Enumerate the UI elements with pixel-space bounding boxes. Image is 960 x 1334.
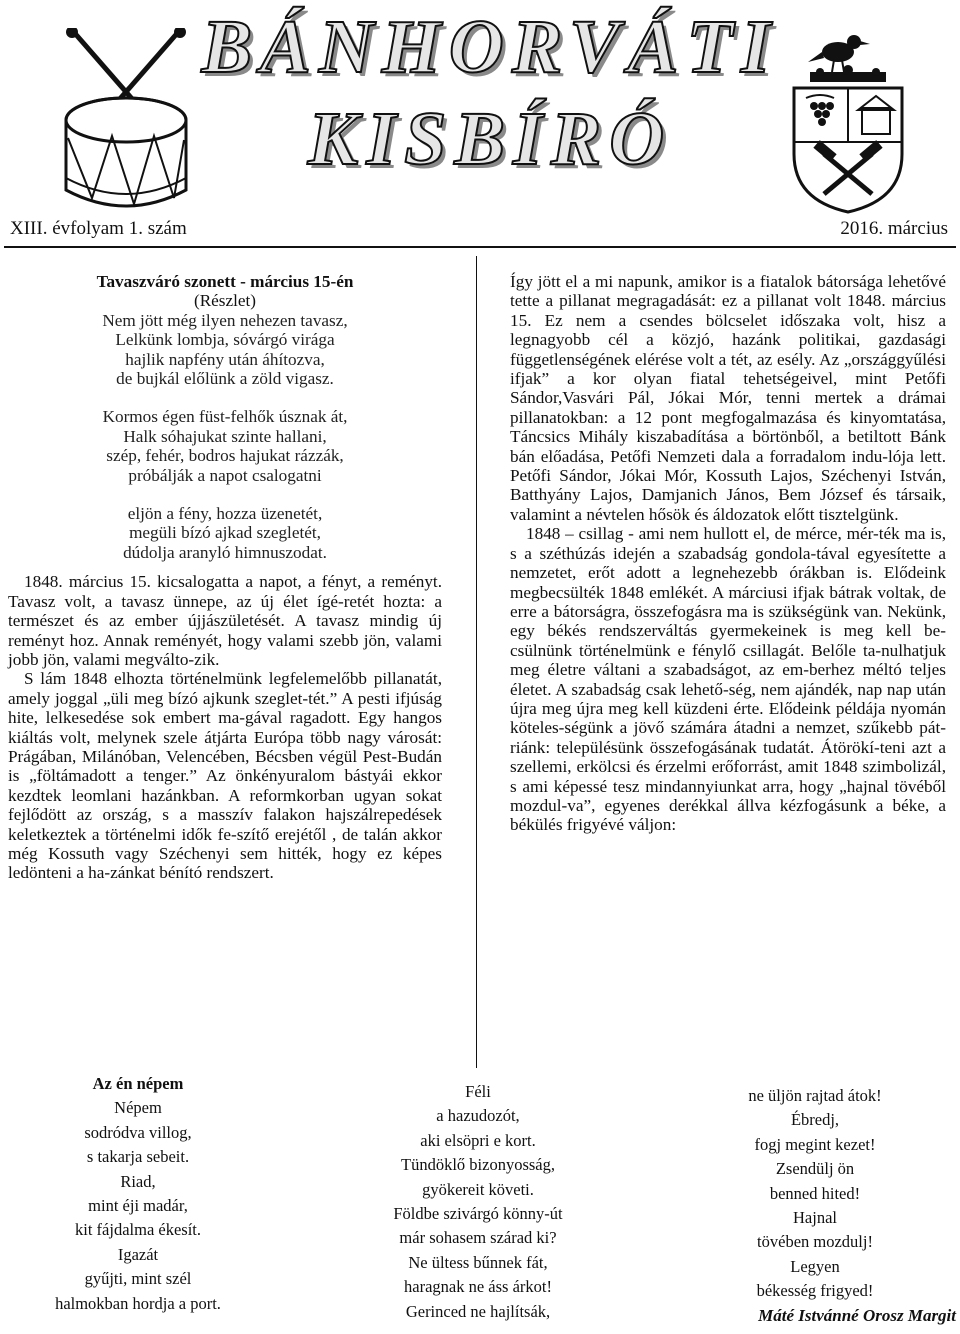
masthead bbox=[0, 0, 960, 248]
masthead-rule bbox=[4, 246, 956, 248]
volume-number: XIII. évfolyam 1. szám bbox=[10, 218, 187, 239]
poem-stanza-3 bbox=[8, 504, 442, 562]
poem-line: haragnak ne áss árkot! bbox=[404, 1277, 552, 1297]
poem-line: s takarja sebeit. bbox=[86, 1147, 190, 1167]
poem-line: sodródva villog, bbox=[84, 1122, 192, 1142]
poem-line: Zsendülj ön bbox=[775, 1159, 855, 1179]
poem-line: békesség frigyed! bbox=[756, 1281, 874, 1301]
poem-line: halmokban hordja a port. bbox=[55, 1293, 221, 1313]
poem-line: mint éji madár, bbox=[88, 1196, 188, 1216]
article-paragraph: Így jött el a mi napunk, amikor is a fiatalok bátorsága lehetővé tette a pillanat megragadását: ez a pillanat volt 1848. március 15. Ez nem a csendes bölcselet időszaka volt, hisz a legnagyobb cél a közjó, hazánk politikai, gazdasági függetlenségének elérése volt a tét, az esély. Az „országgyűlési ifjak” a kor olyan fiatal tehetségeivel, mint Petőfi Sándor,Vasvári Pál, Jókai Mór, tenni mertek a drámai pillanatokban: a 12 pont megfogalmazása és kinyomtatása, Táncsics Mihály kiszabadítása a börtönből, a betiltott Bánk bán előadása, Petőfi Nemzeti dala a forradalom indu-lója lett. Petőfi Sándor, Jókai Mór, Kossuth Lajos, Széchenyi István, Batthyány Lajos, Damjanich János, Bem József és társaik, valamint a névtelen hősök és áldozatok előtt tisztelgünk. bbox=[510, 272, 946, 524]
poem-stanza-2 bbox=[8, 407, 442, 485]
poem-line: Riad, bbox=[120, 1171, 156, 1191]
poem-line: szép, fehér, bodros hajukat rázzák, bbox=[106, 446, 344, 466]
poem-line: gyűjti, mint szél bbox=[84, 1269, 192, 1289]
poem-line: dúdolja aranyló himnuszodat. bbox=[123, 542, 327, 562]
poem-line: Igazát bbox=[117, 1244, 159, 1264]
poem-line: gyökereit követi. bbox=[422, 1179, 534, 1199]
poem-line: Népem bbox=[114, 1098, 162, 1118]
poem-line: Nem jött még ilyen nehezen tavasz, bbox=[102, 310, 348, 330]
poem-line: ne üljön rajtad átok! bbox=[748, 1086, 882, 1105]
right-column bbox=[510, 272, 946, 835]
left-column bbox=[8, 272, 442, 883]
poem-stanza-1 bbox=[8, 311, 442, 389]
poem-line: Ébredj, bbox=[790, 1110, 840, 1130]
article-paragraph: 1848 – csillag - ami nem hullott el, de mérce, mér-ték ma is, s a széthúzás idején a szabadság gondola-tával egyesítette a nemzetet, erőt adott a legnehezebb órákban is. Elődeink megbecsülték 1848 emlékét. A márciusi ifjak bátrak voltak, de erre a bátorságra, összefogásra ma is szükségünk van. Nekünk, egy békés rendszerváltás gyermekeinek is meg kell be-csülnünk történelmünk e fénylő csillagát. Belőle ta-nulhatjuk meg életre váltani a szabadságot, az em-berhez méltó teljes életet. A szabadság csak lehető-ség, nem ajándék, nap nap után újra meg újra meg kell küzdeni érte. Elődeink példája nyomán köteles-ségünk a jövő számára átadni a nemzet, szűkebb pát-riánk: településünk összefogásának tudatát. Átörökí-teni azt a szellemi, erkölcsi és érzelmi erőforrást, amit 1848 szimbolizál, s ami képessé tesz mindannyiunkat arra, hogy „hajnal tövéből mozdul-va”, egyenes derékkal állva kézfogásunk a béke, a békülés frigyévé váljon: bbox=[510, 524, 946, 835]
title-line-1: BÁNHORVÁTI bbox=[201, 5, 779, 89]
poem-line: de bujkál előlünk a zöld vigasz. bbox=[116, 369, 334, 389]
poem-line: hajlik napfény után áhítozva, bbox=[125, 349, 325, 369]
poem-line: Féli bbox=[465, 1082, 491, 1101]
poem-line: Hajnal bbox=[793, 1208, 837, 1228]
poem-line: Ne ültess bűnnek fát, bbox=[408, 1252, 548, 1272]
article-paragraph: S lám 1848 elhozta történelmünk legfelemelőbb pillanatát, amely joggal „üli meg bízó ajkunk szeglet-tét.” A pesti ifjúság hite, lelkesedése sok embert ma-gával ragadott. Egy hangos kiáltás volt, melynek szele átjárta Európa több nagy városát: Prágában, Milánóban, Velencében, Bécsben végül Pest-Budán is „föltámadott a tenger.” Az önkényuralom bástyái ekkor kezdtek leomlani hazánkban. A reformkorban ugyan sokat fejlődött az ország, s a masszív falakon hajszálrepedések keletkeztek a történelmi idők fe-szítő erejétől , de talán akkor még Kossuth vagy Széchenyi sem hitték, hogy ez képes ledönteni a ha-zánkat bénító rendszert. bbox=[8, 669, 442, 883]
poem-line: Gerinced ne hajlítsák, bbox=[405, 1301, 551, 1321]
poem-line: Legyen bbox=[790, 1256, 840, 1276]
poem-heading: Tavaszváró szonett - március 15-én bbox=[96, 272, 354, 291]
issue-line bbox=[10, 218, 948, 240]
poem-line: kit fájdalma ékesít. bbox=[75, 1220, 201, 1240]
poem-line: Kormos égen füst-felhők úsznak át, bbox=[102, 407, 348, 427]
column-divider bbox=[476, 256, 477, 1068]
poem-line: Lelkünk lombja, sóvárgó virága bbox=[115, 330, 335, 350]
crest-icon bbox=[780, 14, 916, 214]
issue-date: 2016. március bbox=[840, 218, 948, 239]
poem-line: benned hited! bbox=[769, 1183, 861, 1203]
title-line-2: KISBÍRÓ bbox=[307, 97, 673, 181]
article-paragraph: 1848. március 15. kicsalogatta a napot, a fényt, a reményt. Tavasz volt, a tavasz ünnepe, az új élet ígé-retét hozta: a természet és az ember újjászületését. A tavasz mindig új reményt hoz. Annak reményét, hogy valami szebb jön, valami jobb jön, valami megválto-zik. bbox=[8, 572, 442, 669]
poem-line: eljön a fény, hozza üzenetét, bbox=[127, 504, 323, 524]
poem-column-3 bbox=[720, 1084, 910, 1304]
poem-author: Máté Istvánné Orosz Margit bbox=[758, 1306, 956, 1325]
poem-line: már sohasem szárad ki? bbox=[399, 1228, 557, 1248]
poem-line: próbálják a napot csalogatni bbox=[128, 465, 322, 485]
poem-line: megüli bízó ajkad szegletét, bbox=[129, 523, 321, 543]
poem-line: aki elsöpri e kort. bbox=[420, 1130, 536, 1150]
poem-line: tövében mozdulj! bbox=[757, 1232, 873, 1252]
poem-line: Tündöklő bizonyosság, bbox=[401, 1155, 555, 1175]
poem-line: Földbe szivárgó könny-út bbox=[393, 1204, 563, 1224]
poem-line: Halk sóhajukat szinte hallani, bbox=[123, 426, 327, 446]
poem-line: a hazudozót, bbox=[436, 1106, 520, 1126]
poem-subheading: (Részlet) bbox=[193, 291, 257, 311]
poem-column-1 bbox=[28, 1072, 248, 1316]
poem-column-2 bbox=[368, 1080, 588, 1324]
poem-line: fogj megint kezet! bbox=[754, 1134, 876, 1154]
poem-title: Az én népem bbox=[92, 1074, 184, 1093]
